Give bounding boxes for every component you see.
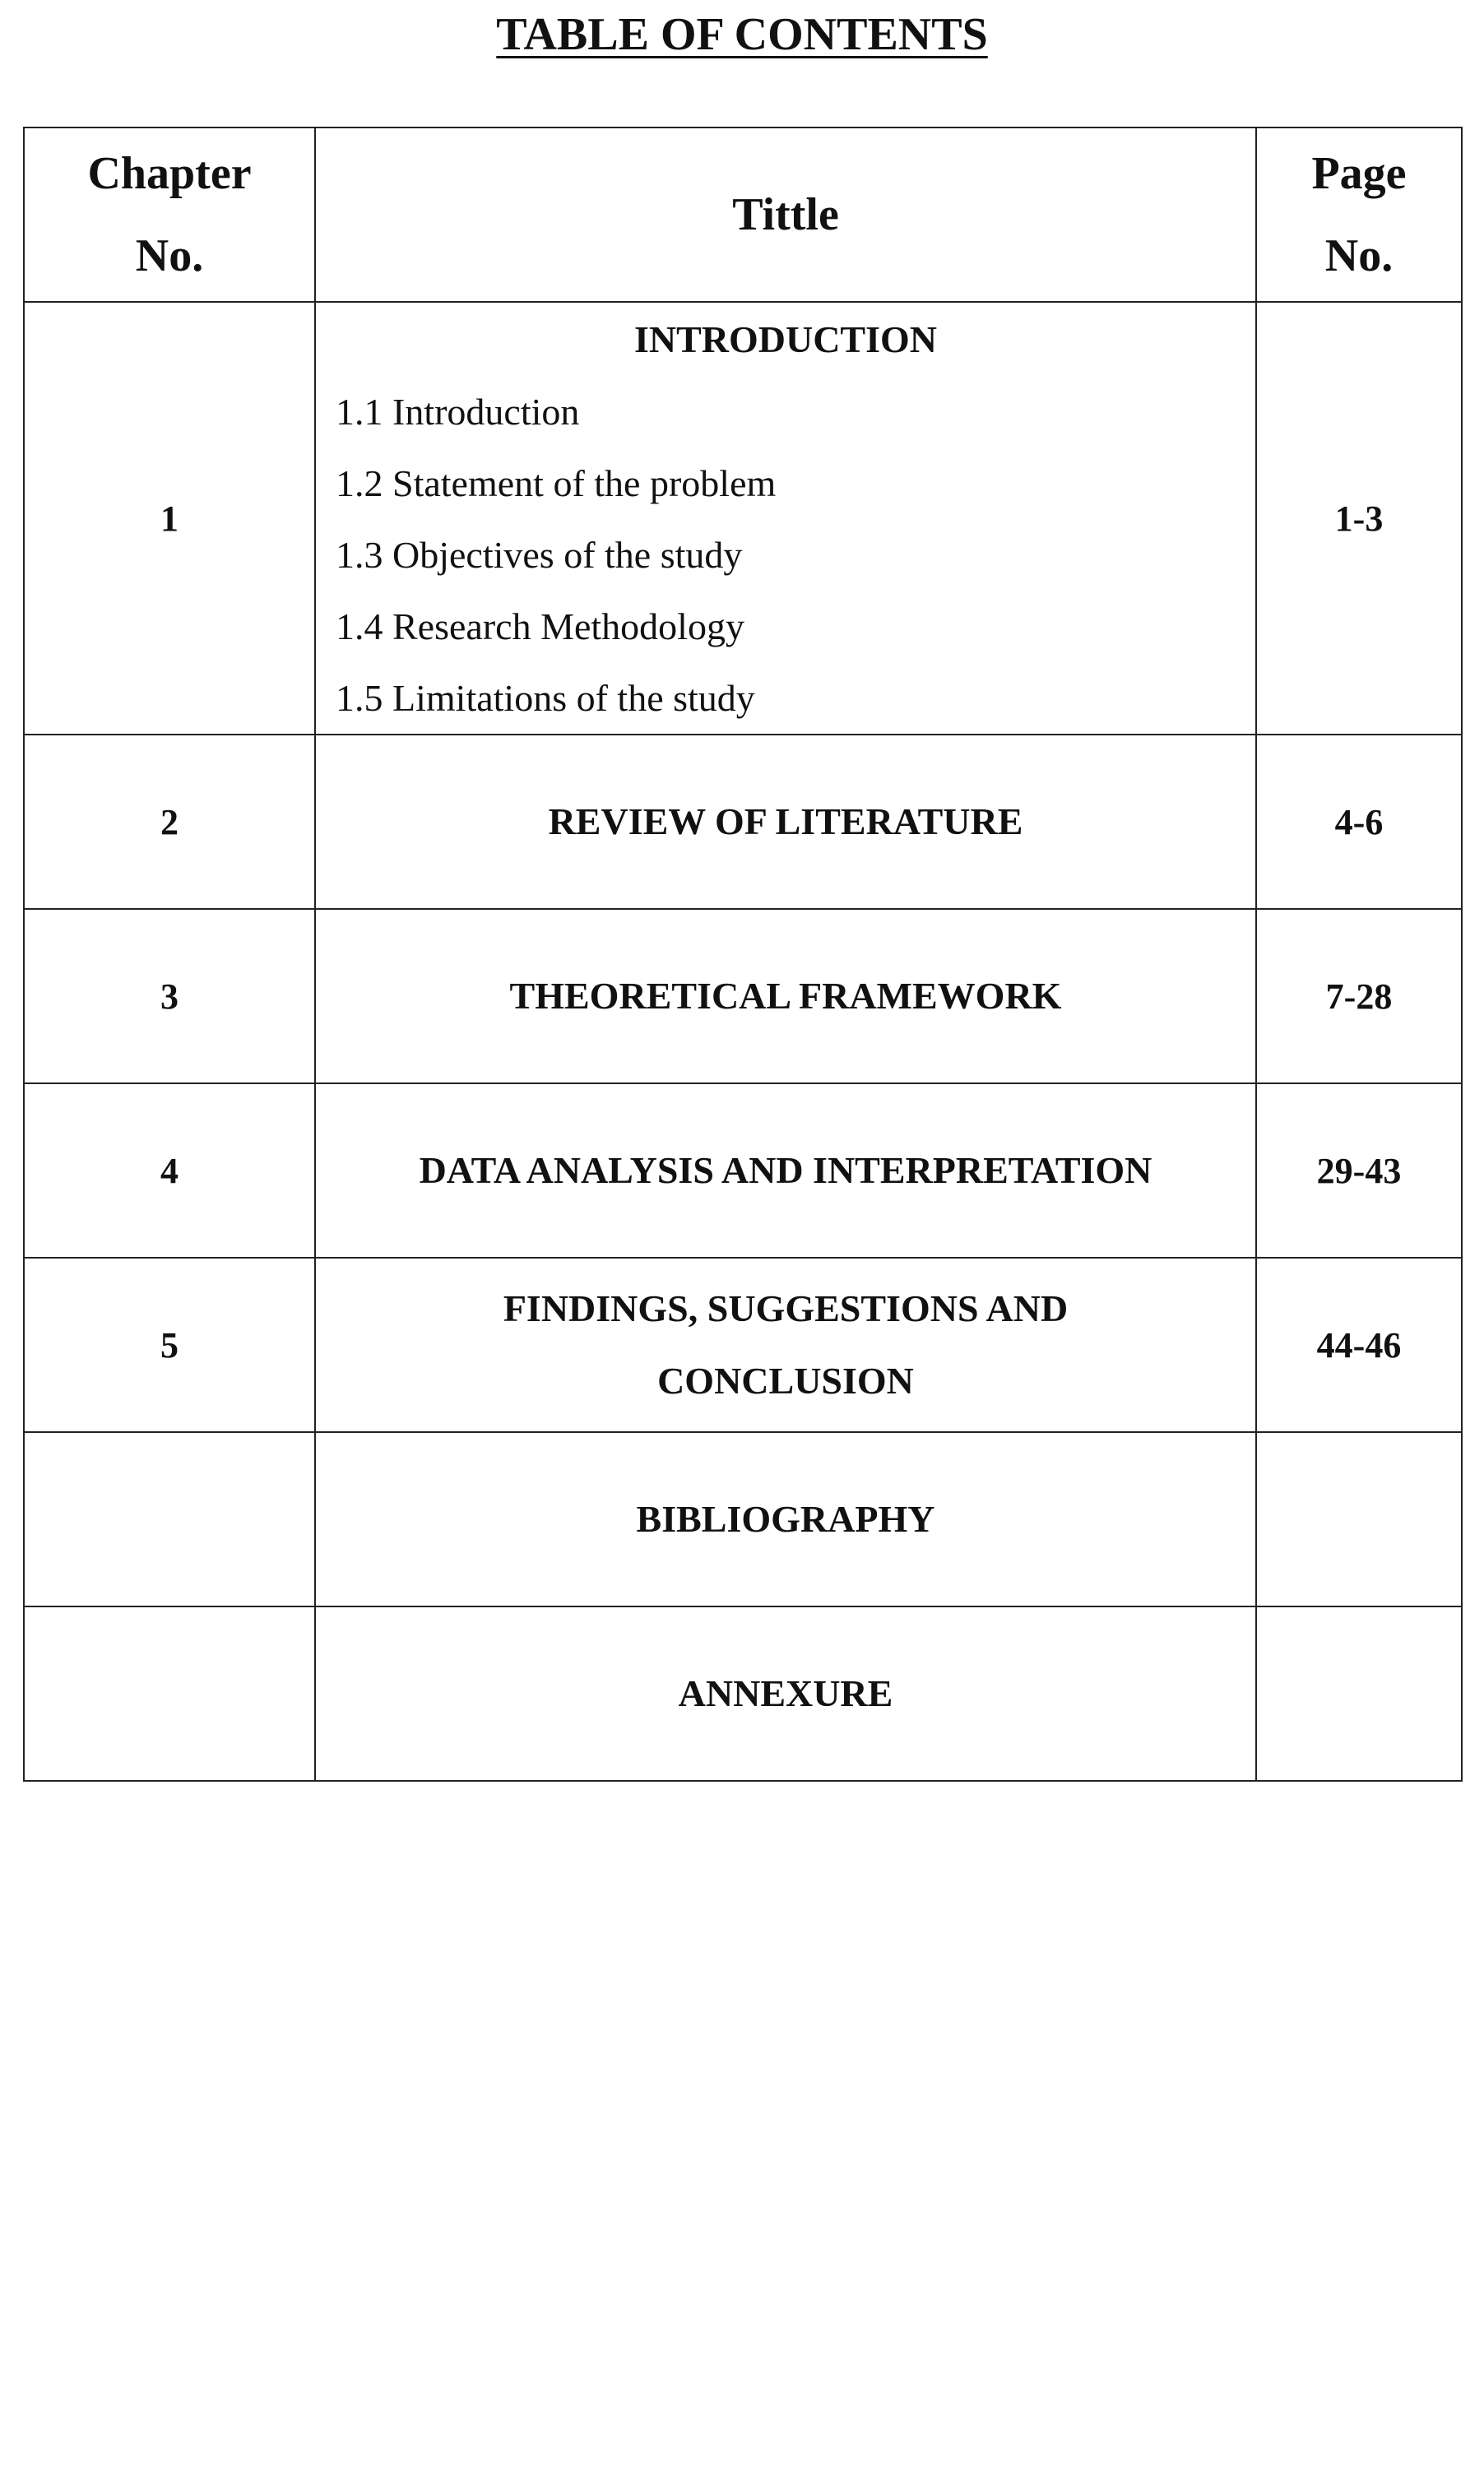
chapter-title-line: FINDINGS, SUGGESTIONS AND: [503, 1287, 1069, 1329]
page-range: 4-6: [1256, 735, 1462, 909]
chapter-number: 5: [24, 1258, 315, 1432]
header-page-line2: No.: [1324, 230, 1394, 281]
toc-table: [23, 127, 1463, 1782]
table-row: [24, 1432, 1462, 1606]
page-range: [1256, 1606, 1462, 1781]
header-title: [315, 127, 1256, 302]
page-title: TABLE OF CONTENTS: [496, 9, 988, 60]
chapter-number: 2: [24, 735, 315, 909]
table-row: [24, 909, 1462, 1083]
chapter-heading: INTRODUCTION: [633, 318, 938, 360]
chapter-number: [24, 1432, 315, 1606]
table-row: [24, 735, 1462, 909]
chapter-title: BIBLIOGRAPHY: [315, 1432, 1256, 1606]
header-chapter-line1: Chapter: [87, 148, 252, 199]
table-row: [24, 302, 1462, 735]
header-chapter-no: [24, 127, 315, 302]
subsection-item: 1.1 Introduction: [336, 390, 580, 433]
table-row: [24, 1083, 1462, 1258]
page-range: 1-3: [1256, 302, 1462, 735]
subsection-item: 1.4 Research Methodology: [336, 605, 744, 647]
chapter-number: [24, 1606, 315, 1781]
table-row: [24, 1606, 1462, 1781]
header-page-no: [1256, 127, 1462, 302]
chapter-title: THEORETICAL FRAMEWORK: [315, 909, 1256, 1083]
header-page-line1: Page: [1311, 148, 1407, 199]
header-title-text: Tittle: [732, 189, 839, 240]
table-row: [24, 1258, 1462, 1432]
page-range: 29-43: [1256, 1083, 1462, 1258]
chapter-title: ANNEXURE: [315, 1606, 1256, 1781]
header-chapter-line2: No.: [135, 230, 204, 281]
chapter-number: 1: [24, 302, 315, 735]
chapter-number: 4: [24, 1083, 315, 1258]
subsection-item: 1.5 Limitations of the study: [336, 676, 755, 719]
page-range: [1256, 1432, 1462, 1606]
page-range: 44-46: [1256, 1258, 1462, 1432]
chapter-title: REVIEW OF LITERATURE: [315, 735, 1256, 909]
page-range: 7-28: [1256, 909, 1462, 1083]
chapter-title-cell: [315, 302, 1256, 735]
subsection-item: 1.3 Objectives of the study: [336, 533, 743, 576]
chapter-title-cell: [315, 1258, 1256, 1432]
table-header-row: [24, 127, 1462, 302]
chapter-title: DATA ANALYSIS AND INTERPRETATION: [315, 1083, 1256, 1258]
chapter-title-line: CONCLUSION: [657, 1360, 914, 1402]
subsection-item: 1.2 Statement of the problem: [336, 461, 777, 504]
chapter-number: 3: [24, 909, 315, 1083]
